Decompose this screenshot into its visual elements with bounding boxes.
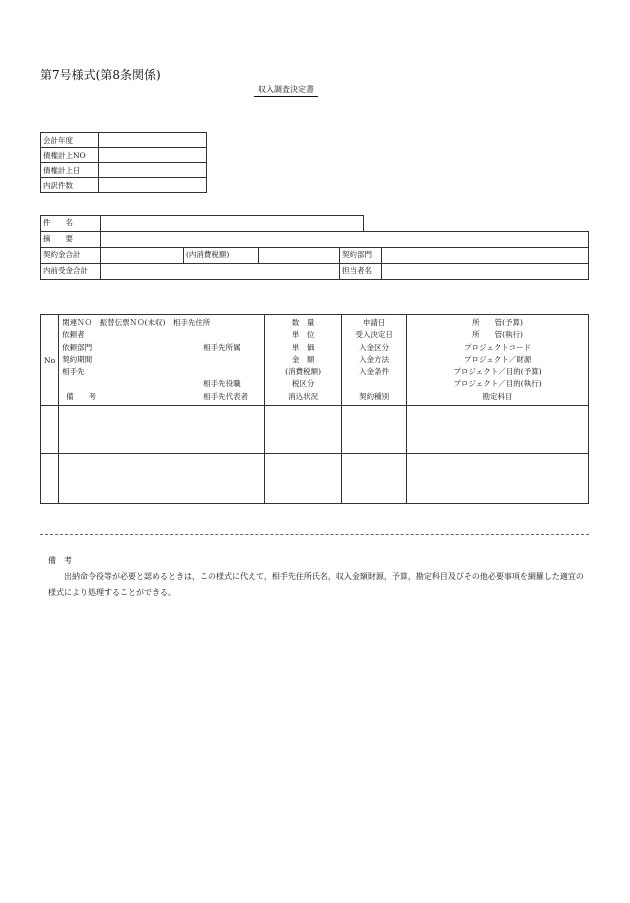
info-table [40,132,207,193]
subject-label: 件 名 [40,215,101,232]
col1-partner-rep: 相手先代表者 [203,391,249,401]
claim-no-value[interactable] [99,148,207,163]
no-label: No [41,315,59,406]
col3-deposit-class: 入金区分 [359,342,390,352]
contract-dept-label: 契約部門 [339,247,382,264]
claim-no-label: 債権計上NO [41,148,99,163]
detail-col4-header [407,315,589,406]
fiscal-year-label: 会計年度 [41,133,99,148]
col2-amount: 金 額 [291,354,315,364]
row2-col1[interactable] [59,454,265,504]
subject-field[interactable] [100,215,364,232]
person-in-charge-label: 担当者名 [339,263,382,280]
col2-quantity: 数 量 [291,318,315,327]
contract-total-label: 契約金合計 [40,247,101,264]
col1-requester: 依頼者 [62,330,85,340]
col3-apply-date: 申請日 [362,318,386,327]
item-count-label: 内訳件数 [41,178,99,193]
table-row [41,133,207,148]
claim-date-label: 債権計上日 [41,163,99,178]
claim-date-value[interactable] [99,163,207,178]
summary-label: 摘 要 [40,231,101,248]
table-row [41,163,207,178]
col4-project-budget: プロジェクト／目的(予算) [453,367,542,377]
contract-total-field[interactable] [100,247,184,264]
detail-col1-header [59,315,265,406]
col2-clear-status: 消込状況 [288,391,319,401]
table-header-row [41,315,589,406]
col2-tax: (消費税額) [285,367,321,377]
col4-account: 勘定科目 [482,391,513,401]
col4-project-code: プロジェクトコード [464,342,532,352]
detail-col3-header [342,315,407,406]
notes-heading: 備 考 [48,556,72,565]
table-row [41,148,207,163]
col1-partner-title: 相手先役職 [203,379,241,389]
item-count-value[interactable] [99,178,207,193]
col1-partner: 相手先 [62,367,85,377]
row1-no[interactable] [41,406,59,454]
col1-line1: 関連ＮＯ 振替伝票ＮＯ(未収) 相手先住所 [62,318,211,327]
notes-body: 出納命令役等が必要と認めるときは，この様式に代えて，相手先住所氏名，収入金額財源，予算，勘定科目及びその他必要事項を網羅した適宜の様式により処理することができる。 [48,572,584,597]
col4-project-source: プロジェクト／財源 [463,354,532,364]
col1-partner-affil: 相手先所属 [203,342,241,352]
table-row [41,178,207,193]
row1-col1[interactable] [59,406,265,454]
row1-col4[interactable] [407,406,589,454]
row2-col4[interactable] [407,454,589,504]
col3-blank [345,378,403,390]
row1-col2[interactable] [265,406,342,454]
col2-unit: 単 位 [291,330,315,340]
col4-project-exec: プロジェクト／目的(執行) [453,379,542,389]
row2-col3[interactable] [342,454,407,504]
summary-field[interactable] [100,231,589,248]
detail-table [40,314,589,504]
row1-col3[interactable] [342,406,407,454]
col3-deposit-method: 入金方法 [359,354,390,364]
col3-contract-type: 契約種別 [359,391,390,401]
tax-included-field[interactable] [258,247,340,264]
col1-period: 契約期間 [62,354,93,364]
col1-dept: 依頼部門 [62,342,93,352]
table-row [41,406,589,454]
fiscal-year-value[interactable] [99,133,207,148]
col4-budget-dept: 所 管(予算) [472,318,523,327]
col2-tax-class: 税区分 [291,379,315,389]
row2-col2[interactable] [265,454,342,504]
contract-dept-field[interactable] [381,247,589,264]
col3-accept-date: 受入決定日 [355,330,393,340]
table-row [41,454,589,504]
col3-deposit-terms: 入金条件 [359,367,390,377]
col1-notes: 備 考 [66,391,97,401]
col4-exec-dept: 所 管(執行) [472,330,523,340]
col2-unit-price: 単 価 [291,342,315,352]
prepayment-total-label: 内前受金合計 [40,263,101,280]
document-title: 収入調査決定書 [254,84,318,97]
form-number-title: 第7号様式(第8条関係) [40,68,161,82]
detail-col2-header [265,315,342,406]
dashed-divider [40,534,589,535]
tax-included-label: (内消費税額) [183,247,259,264]
prepayment-total-field[interactable] [100,263,340,280]
row2-no[interactable] [41,454,59,504]
person-in-charge-field[interactable] [381,263,589,280]
